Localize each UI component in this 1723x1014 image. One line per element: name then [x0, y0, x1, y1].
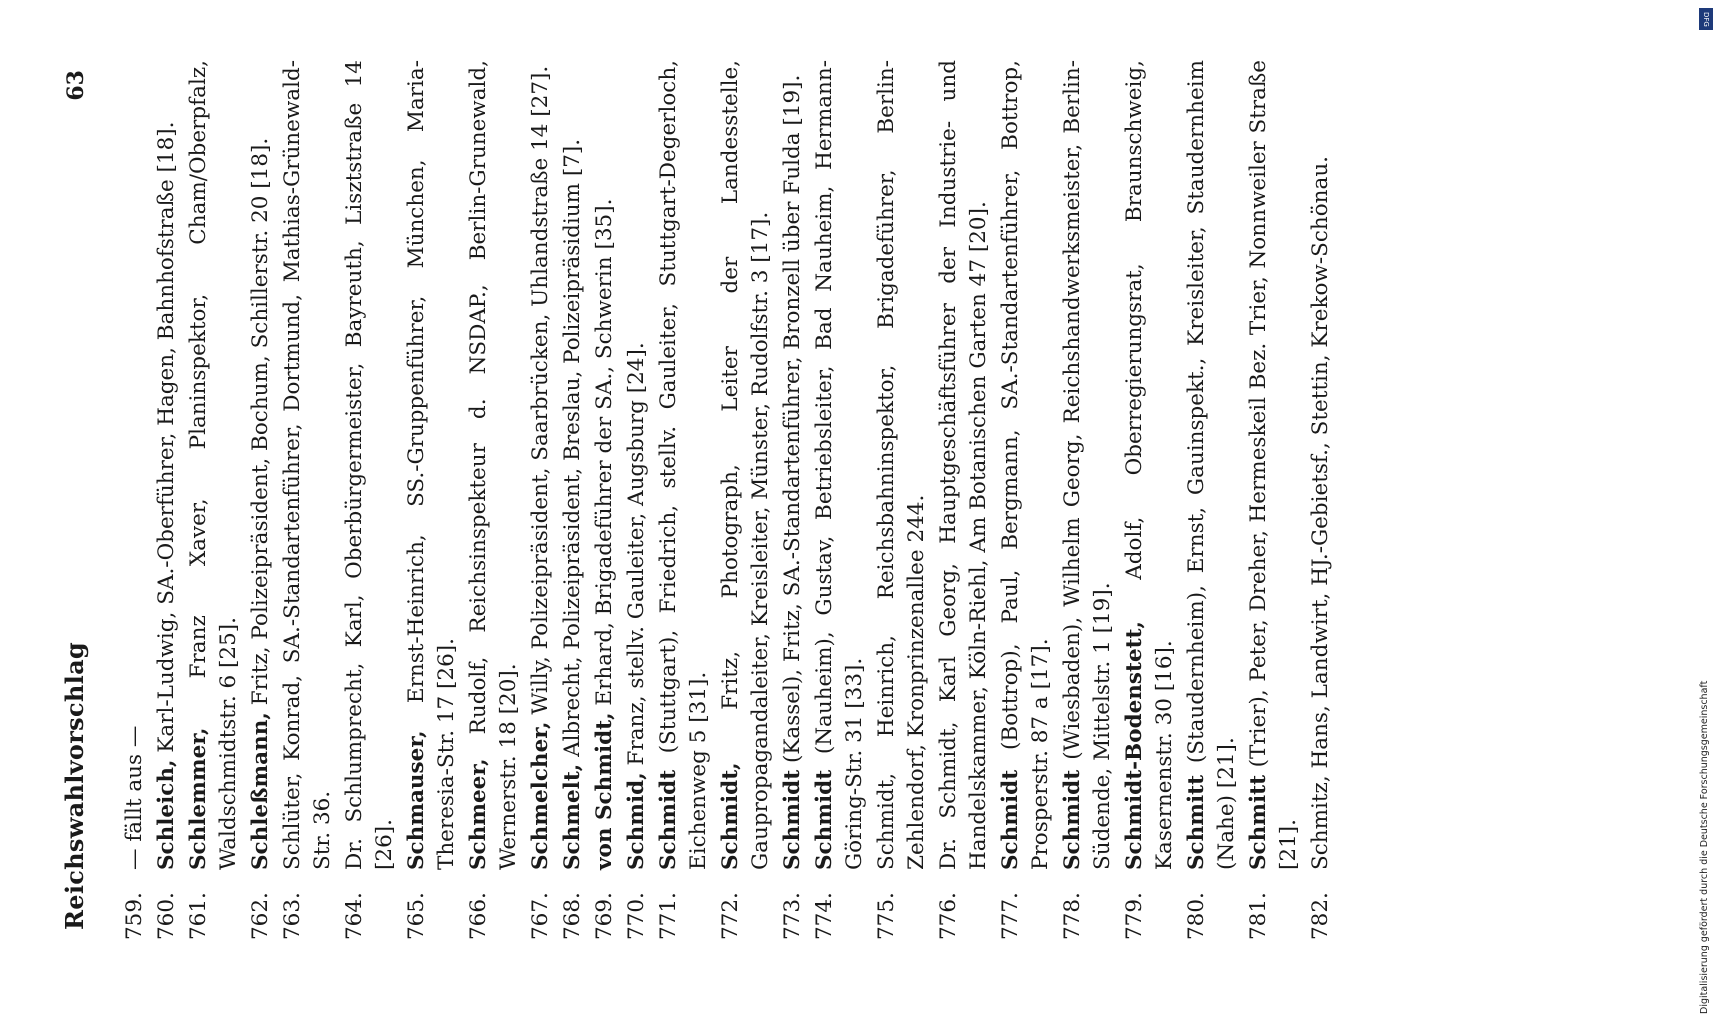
- list-item: [622, 60, 652, 940]
- entry-text: [558, 60, 588, 870]
- entry-name: Schmauser,: [404, 730, 429, 870]
- entry-number: 775.: [874, 892, 899, 940]
- list-item: [152, 60, 182, 940]
- entry-name: Schmitt: [1246, 774, 1271, 870]
- list-item: [526, 60, 556, 940]
- list-item: [1058, 60, 1118, 940]
- entry-name: Schmeer,: [466, 758, 491, 870]
- entry-text: [184, 60, 244, 870]
- entry-text: [526, 60, 556, 870]
- entry-name: Schleich,: [154, 759, 179, 870]
- entry-details: Rudolf, Reichsinspekteur d. NSDAP., Berlin-Grunewald, Wernerstr. 18 [20].: [466, 60, 521, 870]
- entry-text: [778, 60, 808, 870]
- entry-name: Schmidt: [656, 769, 681, 870]
- entry-details: (Bottrop), Paul, Bergmann, SA.-Standartenführer, Bottrop, Prosperstr. 87 a [17].: [998, 60, 1053, 870]
- entry-number: 759.: [122, 892, 147, 940]
- list-item: [716, 60, 776, 940]
- entry-text: [464, 60, 524, 870]
- entry-text: [340, 60, 400, 870]
- list-item: [558, 60, 588, 940]
- entry-number: 771.: [656, 892, 681, 940]
- list-item: [590, 60, 620, 940]
- entry-details: (Stuttgart), Friedrich, stellv. Gauleiter, Stuttgart-Degerloch, Eichenweg 5 [31].: [656, 60, 711, 870]
- entry-details: (Nauheim), Gustav, Betriebsleiter, Bad Nauheim, Hermann-Göring-Str. 31 [33].: [812, 60, 867, 870]
- entry-number: 772.: [718, 892, 743, 940]
- entry-details: Adolf, Oberregierungsrat, Braunschweig, Kasernenstr. 30 [16].: [1122, 60, 1177, 870]
- entry-number: 763.: [280, 892, 305, 940]
- entry-name: Schmidt: [780, 769, 805, 870]
- entry-number: 765.: [404, 892, 429, 940]
- entry-name: Schmelcher,: [528, 721, 553, 870]
- entry-list: [120, 60, 1338, 940]
- entry-number: 773.: [780, 892, 805, 940]
- entry-text: [152, 60, 182, 870]
- entry-number: 768.: [560, 892, 585, 940]
- entry-text: [996, 60, 1056, 870]
- list-item: [1306, 60, 1336, 940]
- entry-text: [716, 60, 776, 870]
- list-item: [184, 60, 244, 940]
- entry-name: Schmelt,: [560, 763, 585, 870]
- entry-text: [934, 60, 994, 870]
- dfg-logo: DFG: [1699, 8, 1713, 30]
- entry-details: Schmitz, Hans, Landwirt, HJ.-Gebietsf., Stettin, Krekow-Schönau.: [1308, 155, 1333, 870]
- entry-text: [278, 60, 338, 870]
- entry-name: Schmidt: [812, 769, 837, 870]
- entry-number: 779.: [1122, 892, 1147, 940]
- entry-details: Dr. Schmidt, Karl Georg, Hauptgeschäftsführer der Industrie- und Handelskammer, Köln-Riehl, Am Botanischen Garten 47 [20].: [936, 60, 991, 870]
- entry-number: 761.: [186, 892, 211, 940]
- entry-number: 782.: [1308, 892, 1333, 940]
- entry-text: [1244, 60, 1304, 870]
- list-item: [654, 60, 714, 940]
- page-title: Reichswahlvorschlag: [60, 641, 89, 930]
- entry-text: [1306, 60, 1336, 870]
- list-item: [402, 60, 462, 940]
- list-item: [778, 60, 808, 940]
- entry-name: Schmidt: [998, 769, 1023, 870]
- entry-number: 764.: [342, 892, 367, 940]
- entry-details: Dr. Schlumprecht, Karl, Oberbürgermeister, Bayreuth, Lisztstraße 14 [26].: [342, 60, 397, 870]
- entry-number: 776.: [936, 892, 961, 940]
- list-item: [996, 60, 1056, 940]
- entry-name: Schmidt: [1060, 769, 1085, 870]
- list-item: [1244, 60, 1304, 940]
- entry-details: Ernst-Heinrich, SS.-Gruppenführer, München, Maria-Theresia-Str. 17 [26].: [404, 60, 459, 870]
- list-item: [810, 60, 870, 940]
- entry-details: (Trier), Peter, Dreher, Hermeskeil Bez. Trier, Nonnweiler Straße [21].: [1246, 60, 1301, 870]
- entry-number: 762.: [248, 892, 273, 940]
- entry-number: 778.: [1060, 892, 1085, 940]
- entry-name: Schmidt-Bodenstett,: [1122, 621, 1147, 870]
- entry-text: [1058, 60, 1118, 870]
- entry-text: [120, 60, 150, 870]
- entry-name: von Schmidt,: [592, 712, 617, 870]
- entry-details: Schlüter, Konrad, SA.-Standartenführer, Dortmund, Mathias-Grünewald-Str. 36.: [280, 60, 335, 870]
- list-item: [120, 60, 150, 940]
- entry-text: [810, 60, 870, 870]
- entry-number: 769.: [592, 892, 617, 940]
- entry-details: — fällt aus —: [122, 725, 147, 870]
- entry-number: 770.: [624, 892, 649, 940]
- running-head: [60, 70, 89, 930]
- list-item: [278, 60, 338, 940]
- entry-details: Franz Xaver, Planinspektor, Cham/Oberpfalz, Waldschmidtstr. 6 [25].: [186, 60, 241, 870]
- entry-name: Schleßmann,: [248, 712, 273, 870]
- entry-number: 760.: [154, 892, 179, 940]
- credit-text: Digitalisierung gefördert durch die Deutsche Forschungsgemeinschaft: [1699, 680, 1710, 1014]
- entry-details: (Kassel), Fritz, SA.-Standartenführer, Bronzell über Fulda [19].: [780, 74, 805, 770]
- entry-details: (Staudernheim), Ernst, Gauinspekt., Kreisleiter, Staudernheim (Nahe) [21].: [1184, 60, 1239, 870]
- entry-text: [1120, 60, 1180, 870]
- digitization-credit: [1699, 0, 1715, 1014]
- list-item: [1120, 60, 1180, 940]
- list-item: [340, 60, 400, 940]
- entry-name: Schmidt,: [718, 762, 743, 870]
- entry-number: 766.: [466, 892, 491, 940]
- entry-details: Fritz, Photograph, Leiter der Landesstelle, Gaupropagandaleiter, Kreisleiter, Münster, Rudolfstr. 3 [17].: [718, 60, 773, 870]
- entry-number: 774.: [812, 892, 837, 940]
- entry-details: (Wiesbaden), Wilhelm Georg, Reichshandwerksmeister, Berlin-Südende, Mittelstr. 1 [19].: [1060, 60, 1115, 870]
- entry-name: Schmid,: [624, 772, 649, 870]
- page-number: 63: [63, 70, 89, 101]
- list-item: [1182, 60, 1242, 940]
- entry-details: Schmidt, Heinrich, Reichsbahninspektor, Brigadeführer, Berlin-Zehlendorf, Kronprinzenallee 244.: [874, 60, 929, 870]
- entry-details: Albrecht, Polizeipräsident, Breslau, Polizeipräsidium [7].: [560, 138, 585, 764]
- list-item: [246, 60, 276, 940]
- entry-text: [246, 60, 276, 870]
- entry-text: [654, 60, 714, 870]
- entry-text: [1182, 60, 1242, 870]
- entry-number: 780.: [1184, 892, 1209, 940]
- entry-details: Franz, stellv. Gauleiter, Augsburg [24].: [624, 342, 649, 773]
- entry-text: [872, 60, 932, 870]
- list-item: [464, 60, 524, 940]
- entry-text: [402, 60, 462, 870]
- entry-number: 781.: [1246, 892, 1271, 940]
- entry-name: Schlemmer,: [186, 727, 211, 870]
- entry-details: Fritz, Polizeipräsident, Bochum, Schillerstr. 20 [18].: [248, 137, 273, 713]
- entry-text: [590, 60, 620, 870]
- entry-number: 777.: [998, 892, 1023, 940]
- entry-details: Erhard, Brigadeführer der SA., Schwerin [35].: [592, 198, 617, 713]
- entry-name: Schmitt: [1184, 774, 1209, 870]
- list-item: [872, 60, 932, 940]
- entry-number: 767.: [528, 892, 553, 940]
- entry-text: [622, 60, 652, 870]
- entry-details: Willy, Polizeipräsident, Saarbrücken, Uhlandstraße 14 [27].: [528, 65, 553, 722]
- entry-details: Karl-Ludwig, SA.-Oberführer, Hagen, Bahnhofstraße [18].: [154, 121, 179, 760]
- list-item: [934, 60, 994, 940]
